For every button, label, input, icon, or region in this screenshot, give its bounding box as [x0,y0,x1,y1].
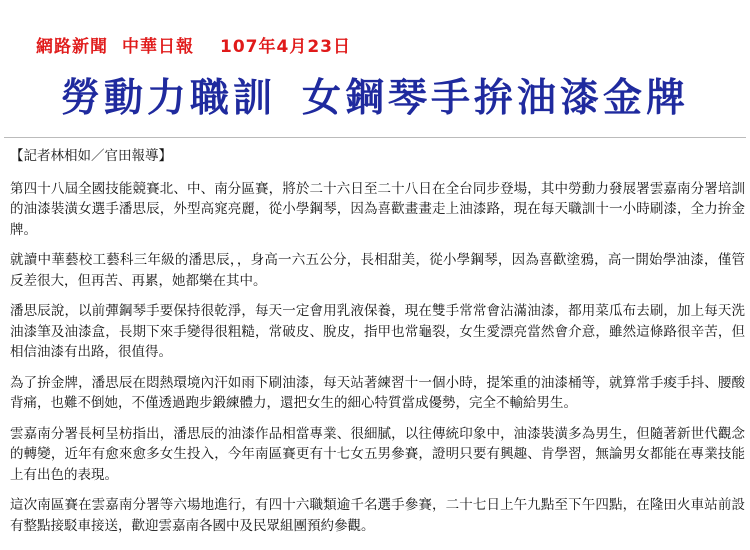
headline-part-1: 勞動力職訓 [60,76,276,121]
article-paragraph-5: 雲嘉南分署長柯呈枋指出，潘思辰的油漆作品相當專業、很細膩，以往傳統印象中，油漆裝潢多為男生，但隨著新世代觀念的轉變，近年有愈來愈多女生投入，今年南區賽更有十七女五男參賽，證明只要有興趣、肯學習，無論男女都能在專業技能上有出色的表現。 [10,425,745,483]
news-source: 中華日報 [122,37,194,57]
header-divider [4,137,746,138]
article-byline: 【記者林相如／官田報導】 [10,148,172,164]
page-title [0,74,750,124]
headline-part-2: 女鋼琴手拚油漆金牌 [302,76,690,121]
article-body [10,146,745,546]
article-paragraph-4: 為了拚金牌，潘思辰在悶熱環境內汗如雨下刷油漆，每天站著練習十一個小時，提笨重的油漆桶等，就算常手痠手抖、腰酸背痛，也難不倒她，不僅透過跑步鍛練體力，還把女生的細心特質當成優勢，完全不輸給男生。 [10,374,745,411]
article-paragraph-3: 潘思辰說，以前彈鋼琴手要保持很乾淨，每天一定會用乳液保養，現在雙手常常會沾滿油漆，都用菜瓜布去刷，加上每天洗油漆筆及油漆盒，長期下來手變得很粗糙，常破皮、脫皮，指甲也常龜裂，女生愛漂亮當然會介意，雖然這條路很辛苦，但相信油漆有出路，很值得。 [10,303,745,360]
news-header [36,32,351,56]
article-paragraph-6: 這次南區賽在雲嘉南分署等六場地進行，有四十六職類逾千名選手參賽，二十七日上午九點至下午四點，在隆田火車站前設有整點接駁車接送，歡迎雲嘉南各國中及民眾組團預約參觀。 [10,497,745,534]
news-date: 107年4月23日 [220,37,351,57]
article-paragraph-2: 就讀中華藝校工藝科三年級的潘思辰，，身高一六五公分，長相甜美，從小學鋼琴，因為喜歡塗鴉，高一開始學油漆，僅管反差很大，但再苦、再累，她都樂在其中。 [10,252,745,289]
article-paragraph-1: 第四十八屆全國技能競賽北、中、南分區賽，將於二十六日至二十八日在全台同步登場，其中勞動力發展署雲嘉南分署培訓的油漆裝潢女選手潘思辰，外型高窕亮麗，從小學鋼琴，因為喜歡畫畫走上油漆路，現在每天職訓十一小時刷漆，全力拚金牌。 [10,180,745,238]
news-category: 網路新聞 [36,37,108,57]
